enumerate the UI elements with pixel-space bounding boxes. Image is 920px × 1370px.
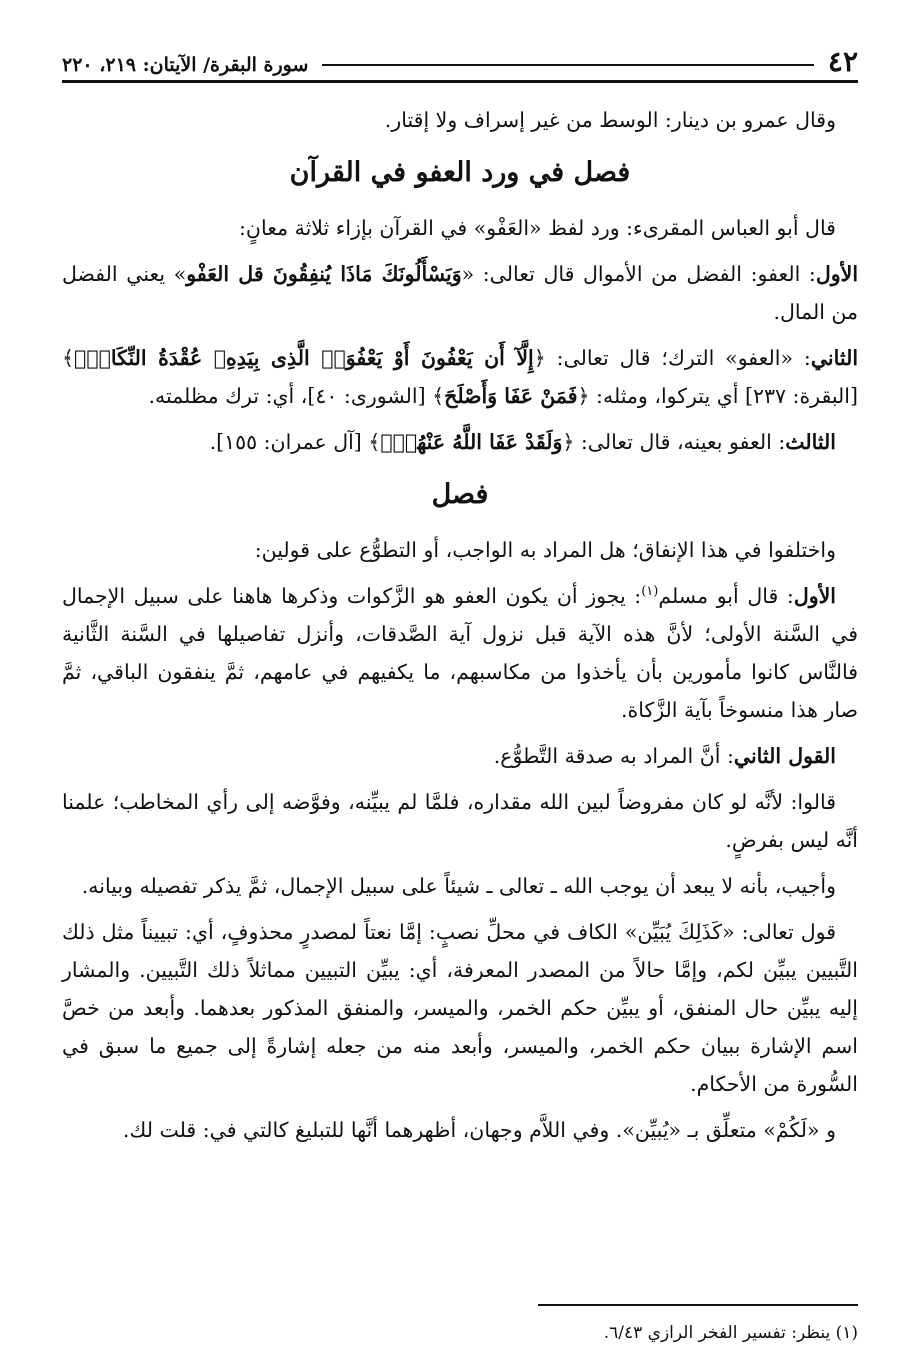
page-header [62,40,858,83]
third-meaning-label: الثالث [785,430,836,454]
paragraph-amr-bin-dinar: وقال عمرو بن دينار: الوسط من غير إسراف ولا إقتار. [384,108,836,132]
first-meaning-verse: وَيَسْأَلُونَكَ مَاذَا يُنفِقُونَ قل العَفْو [186,262,462,286]
paragraph-second-opinion [62,737,858,775]
paragraph-reply: وأجيب، بأنه لا يبعد أن يوجب الله ـ تعالى ـ شيئاً على سبيل الإجمال، ثمَّ يذكر تفصيله وبيانه. [81,874,836,898]
third-meaning-verse: وَلَقَدْ عَفَا اللَّهُ عَنْهُمْۗ [380,430,563,454]
footnotes-area [62,1304,858,1346]
footnote-reference: (١) [641,584,659,600]
section-heading-fasl: فصل [431,479,489,510]
paragraph-disagreement: واختلفوا في هذا الإنفاق؛ هل المراد به الواجب، أو التطوُّع على قولين: [254,538,836,562]
header-rule [322,64,814,66]
paragraph-they-said: قالوا: لأنَّه لو كان مفروضاً لبين الله مقداره، فلمَّا لم يبيِّنه، وفوَّضه إلى رأي المخاطب؛ علمنا أنَّه ليس بفرضٍ. [62,790,858,852]
first-meaning-label: الأول [815,262,859,286]
paragraph-lakum: و «لَكُمْ» متعلِّق بـ «يُبيِّن». وفي اللاَّم وجهان، أظهرهما أنَّها للتبليغ كالتي في: قلت لك. [122,1118,836,1142]
paragraph-third-meaning [62,423,858,461]
first-opinion-text: : يجوز أن يكون العفو هو الزَّكوات وذكرها هاهنا على سبيل الإجمال في السَّنة الأولى؛ لأنَّ هذه الآية قبل نزول آية الصَّدقات، وأنزل تفاصيلها في السَّنة الثَّانية فالنَّاس كانوا مأمورين بأن يأخذوا من مكاسبهم، ما يكفيهم في عامهم، ثمَّ ينفقون الباقي، ثمَّ صار هذا منسوخاً بآية الزَّكاة. [62,584,858,722]
running-title: سورة البقرة/ الآيتان: ٢١٩، ٢٢٠ [62,54,309,76]
paragraph-abul-abbas: قال أبو العباس المقرىء: ورد لفظ «العَفْو» في القرآن بإزاء ثلاثة معانٍ: [238,216,836,240]
second-meaning-mid: ﴾ [البقرة: ٢٣٧] أي يتركوا، ومثله: ﴿ [62,346,858,408]
second-meaning-text: : «العفو» الترك؛ قال تعالى: ﴿ [533,346,811,370]
footnote-1: (١) ينظر: تفسير الفخر الرازي ٦/٤٣. [603,1323,858,1343]
footnote-separator [538,1304,858,1306]
second-opinion-label: القول الثاني [733,744,836,768]
page-content [62,101,858,1149]
section-heading-afw: فصل في ورد العفو في القرآن [289,157,631,188]
first-opinion-intro: : قال أبو مسلم [658,584,794,608]
first-meaning-text: : العفو: الفضل من الأموال قال تعالى: « [461,262,816,286]
second-opinion-text: : أنَّ المراد به صدقة التَّطوُّع. [493,744,734,768]
page-number: ٤٢ [827,45,858,78]
first-meaning-tail: » يعني الفضل من المال. [62,262,858,324]
book-page [62,40,858,1370]
paragraph-first-meaning [62,255,858,331]
second-meaning-verse-1: إِلَّآ أَن يَعْفُونَ أَوْ يَعْفُوَا۟ الَّذِى بِيَدِهِۦ عُقْدَةُ النِّكَاحِۚ [74,346,534,370]
paragraph-kadhalika: قول تعالى: «كَذَلِكَ يُبَيِّن» الكاف في محلِّ نصبٍ: إمَّا نعتاً لمصدرٍ محذوفٍ، أي: تبييناً مثل ذلك التَّبيين يبيِّن لكم، وإمَّا حالاً من المصدر المعرفة، أي: يبيِّن التبيين مماثلاً ذلك التَّبيين. والمشار إليه يبيِّن حال المنفق، أو يبيِّن حكم الخمر، والميسر، والمنفق المذكور بعدهما. وأبعد من خصَّ اسم الإشارة ببيان حكم الخمر، والميسر، وأبعد منه من جعله إشارةً إلى جميع ما سبق في السُّورة من الأحكام. [62,920,858,1096]
paragraph-second-meaning [62,339,858,415]
third-meaning-text: : العفو بعينه، قال تعالى: ﴿ [562,430,786,454]
third-meaning-tail: ﴾ [آل عمران: ١٥٥]. [209,430,381,454]
second-meaning-tail: ﴾ [الشورى: ٤٠]، أي: ترك مظلمته. [148,384,445,408]
second-meaning-label: الثاني [810,346,859,370]
second-meaning-verse-2: فَمَنْ عَفَا وَأَصْلَحَ [444,384,578,408]
first-opinion-label: الأول [793,584,836,608]
paragraph-abu-muslim [62,577,858,729]
